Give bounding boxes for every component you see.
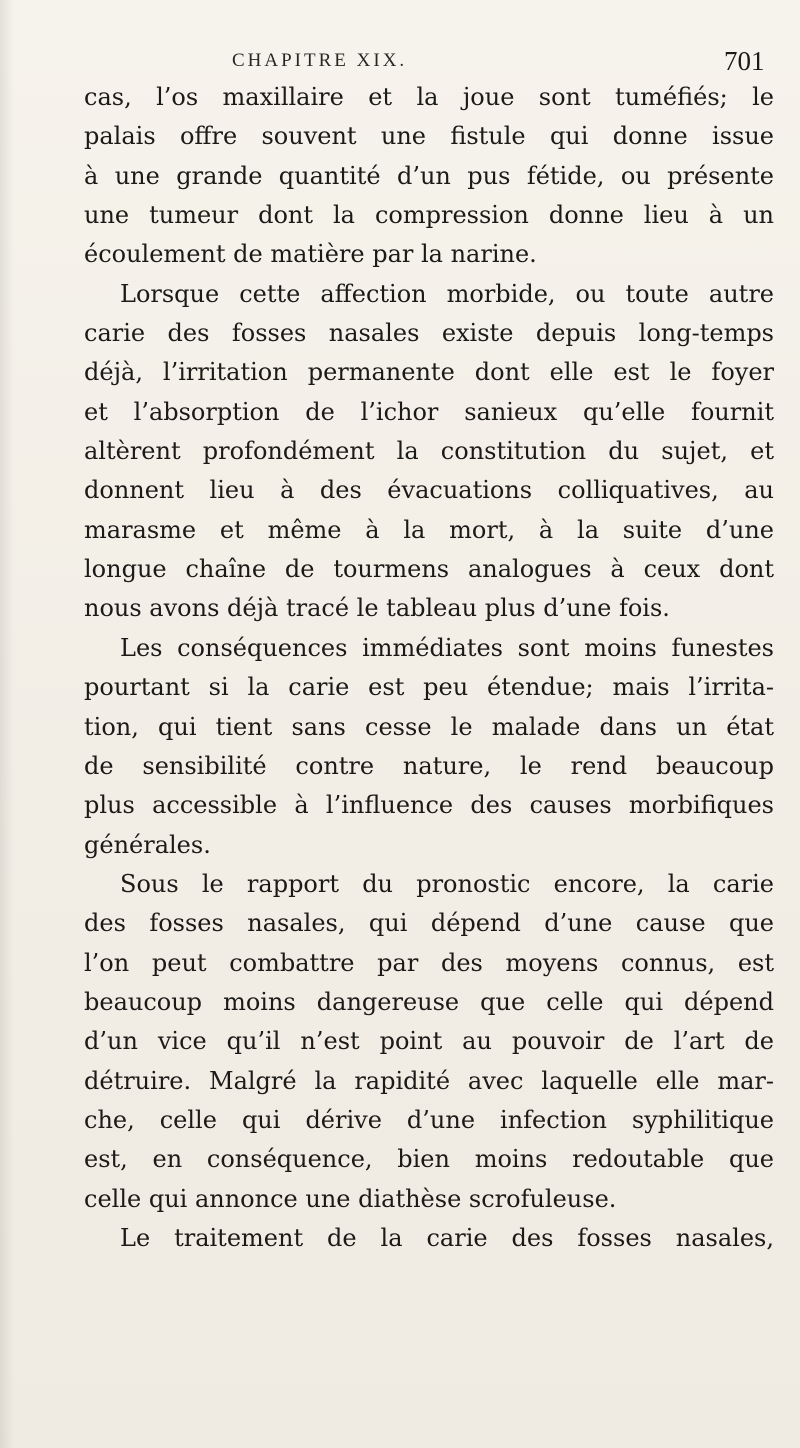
text-line: pourtant si la carie est peu étendue; mais l’irrita-	[84, 673, 774, 702]
text-line: celle qui annonce une diathèse scrofuleuse.	[84, 1184, 617, 1213]
text-line: écoulement de matière par la narine.	[84, 240, 537, 269]
text-line: détruire. Malgré la rapidité avec laquelle elle mar-	[84, 1066, 774, 1095]
text-line: palais offre souvent une fistule qui donne issue	[84, 122, 774, 151]
text-line: et l’absorption de l’ichor sanieux qu’elle fournit	[84, 397, 774, 426]
text-line: générales.	[84, 830, 211, 859]
text-line: est, en conséquence, bien moins redoutable que	[84, 1145, 774, 1174]
text-line: tion, qui tient sans cesse le malade dans un état	[84, 712, 774, 741]
page-number: 701	[724, 46, 765, 76]
text-line: nous avons déjà tracé le tableau plus d’une fois.	[84, 594, 670, 623]
running-title: CHAPITRE XIX.	[232, 50, 408, 71]
text-line: Les conséquences immédiates sont moins funestes	[120, 633, 774, 662]
text-line: à une grande quantité d’un pus fétide, ou présente	[84, 161, 774, 190]
text-line: l’on peut combattre par des moyens connus, est	[84, 948, 774, 977]
text-line: carie des fosses nasales existe depuis long-temps	[84, 319, 774, 348]
page-fold-shadow	[0, 0, 14, 1448]
body-text	[84, 78, 774, 1258]
text-line: Sous le rapport du pronostic encore, la carie	[120, 869, 774, 898]
text-line: Le traitement de la carie des fosses nasales,	[120, 1223, 774, 1252]
text-line: che, celle qui dérive d’une infection syphilitique	[84, 1105, 774, 1134]
text-line: d’un vice qu’il n’est point au pouvoir de l’art de	[84, 1027, 774, 1056]
text-line: altèrent profondément la constitution du sujet, et	[84, 437, 774, 466]
text-line: de sensibilité contre nature, le rend beaucoup	[84, 751, 774, 780]
text-line: Lorsque cette affection morbide, ou toute autre	[120, 279, 774, 308]
text-line: beaucoup moins dangereuse que celle qui dépend	[84, 987, 774, 1016]
text-line: longue chaîne de tourmens analogues à ceux dont	[84, 555, 774, 584]
text-line: marasme et même à la mort, à la suite d’une	[84, 515, 774, 544]
text-line: plus accessible à l’influence des causes morbifiques	[84, 791, 774, 820]
text-line: donnent lieu à des évacuations colliquatives, au	[84, 476, 774, 505]
text-line: une tumeur dont la compression donne lieu à un	[84, 201, 774, 230]
text-line: cas, l’os maxillaire et la joue sont tuméfiés; le	[84, 83, 774, 111]
text-line: déjà, l’irritation permanente dont elle est le foyer	[84, 358, 774, 387]
text-line: des fosses nasales, qui dépend d’une cause que	[84, 909, 774, 938]
